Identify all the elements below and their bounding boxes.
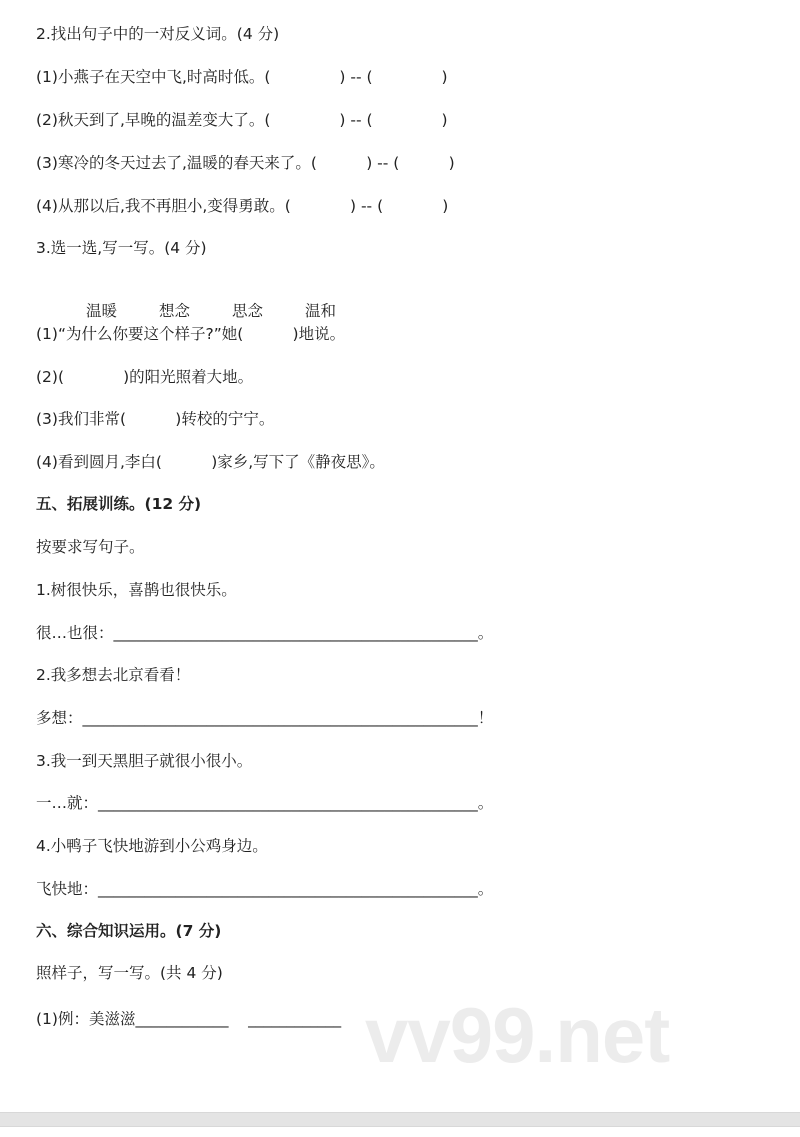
q2-item-1: (1)小燕子在天空中飞,时高时低。( ) -- ( ): [36, 68, 448, 86]
s5-question-2: 2.我多想去北京看看！: [36, 666, 191, 684]
watermark: vv99.net: [365, 991, 670, 1079]
word: 思念: [232, 302, 264, 320]
s5-answer-2: 多想：___________________________________________________！: [36, 709, 494, 727]
s5-answer-3: 一…就：_________________________________________________。: [36, 794, 494, 812]
q2-item-4: (4)从那以后,我不再胆小,变得勇敢。( ) -- ( ): [36, 197, 449, 215]
word-bank: [86, 281, 378, 321]
word: 想念: [159, 302, 191, 320]
q3-item-4: (4)看到圆月,李白( )家乡,写下了《静夜思》。: [36, 453, 385, 471]
q2-title: 2.找出句子中的一对反义词。(4 分): [36, 25, 280, 43]
s5-question-4: 4.小鸭子飞快地游到小公鸡身边。: [36, 837, 268, 855]
section-6-instruction: 照样子，写一写。(共 4 分): [36, 964, 223, 982]
s5-answer-4: 飞快地：_________________________________________________。: [36, 880, 494, 898]
section-5-title: 五、拓展训练。(12 分): [36, 495, 202, 513]
word: 温和: [305, 302, 337, 320]
q2-item-3: (3)寒冷的冬天过去了,温暖的春天来了。( ) -- ( ): [36, 154, 455, 172]
q3-item-2: (2)( )的阳光照着大地。: [36, 368, 254, 386]
section-6-title: 六、综合知识运用。(7 分): [36, 922, 222, 940]
s5-question-1: 1.树很快乐，喜鹊也很快乐。: [36, 581, 237, 599]
s5-question-3: 3.我一到天黑胆子就很小很小。: [36, 752, 253, 770]
s5-answer-1: 很…也很：_______________________________________________。: [36, 624, 494, 642]
q2-item-2: (2)秋天到了,早晚的温差变大了。( ) -- ( ): [36, 111, 448, 129]
s6-example: (1)例：美滋滋____________ ____________: [36, 1010, 342, 1028]
q3-title: 3.选一选,写一写。(4 分): [36, 239, 207, 257]
section-5-instruction: 按要求写句子。: [36, 538, 145, 556]
q3-item-3: (3)我们非常( )转校的宁宁。: [36, 410, 275, 428]
page-separator: [0, 1112, 800, 1127]
word: 温暖: [86, 302, 118, 320]
q3-item-1: (1)“为什么你要这个样子?”她( )地说。: [36, 325, 346, 343]
